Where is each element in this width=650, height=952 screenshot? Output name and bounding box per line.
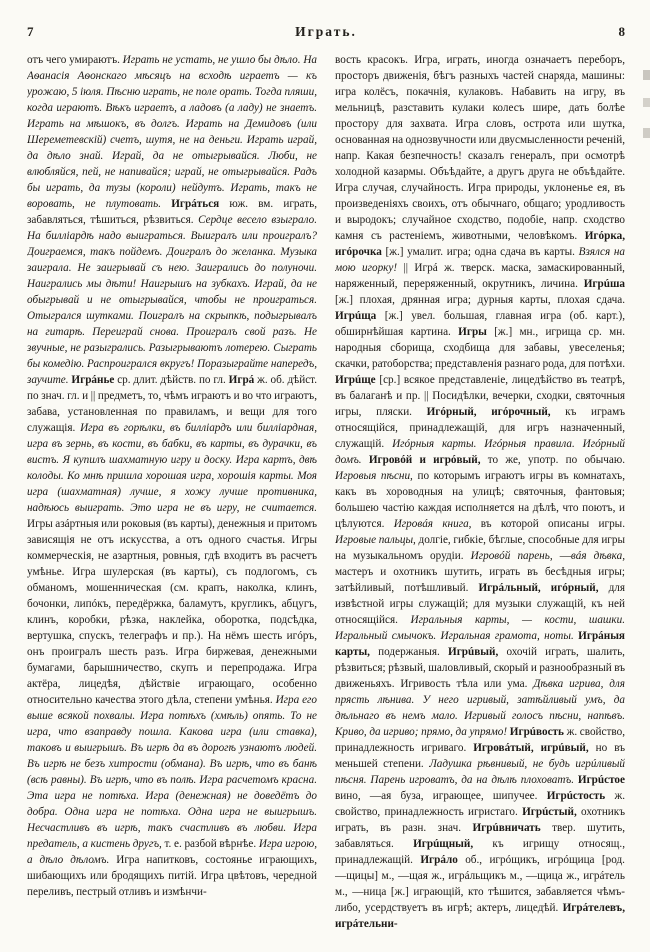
text-segment: ж. свойство, принадлежность игристаго. bbox=[335, 790, 625, 818]
text-segment: Игрáныя карты, bbox=[335, 630, 625, 658]
text-segment: для извѣстной игры служащій; для музыки служащій, къ ней относящійся. bbox=[335, 582, 625, 626]
text-segment: Игры азáртныя или роковыя (въ карты), денежныя и притомъ зависящія не отъ искусства, а отъ одного счастья. Игры коммерческія, не азартныя, ровныя, гдѣ входитъ въ расчетъ умѣнье. Игра шулерская (въ карты), съ подлогомъ, съ обманомъ, мошенническая (см. крапъ, наколка, клинъ, бочонки, липóкъ, передёржка, баламутъ, кругликъ, абцугъ, клинъ, коробки, рѣзка, наклейка, оборотка, подсѣдка, вертушка, спускъ, телеграфъ и пр.). На нёмъ шесть игóръ, онъ проигралъ шесть разъ. Игра биржевая, денежными бумагами, барышничество, скупъ и перепродажа. Игра актёра, лицедѣя, дѣйствіе играющаго, особенно относительно качества этого дѣла, степени умѣнья. bbox=[27, 518, 317, 706]
text-column-left bbox=[27, 52, 317, 930]
scan-edge-artifact bbox=[643, 128, 650, 138]
text-segment: Игрúстость bbox=[546, 790, 615, 802]
text-segment: отъ чего умираютъ. bbox=[27, 54, 123, 66]
text-segment: [ж.] увел. большая, главная игра (об. карт.), обширнѣйшая картина. bbox=[335, 310, 625, 338]
text-segment: Игровáя книга, bbox=[393, 518, 481, 530]
page-number-right: 8 bbox=[618, 24, 625, 39]
text-segment: Играть не устать, не ушло бы дѣло. На Аѳанасія Аѳонскаго мѣсяцъ на всходѣ играетъ — къ урожаю, 5 іюля. Пѣсню играть, не поле орать. Тогда пляши, когда играютъ. Вѣкъ играетъ, а ладовъ (а ладу) не знаетъ. Играть на мѣшокъ, въ долгъ. Играть на Демидовъ (или Шереметевскій) счетъ, шутя, не на деньги. Играть играй, да дѣло знай. Играй, да не отыгрывайся. Люби, не влюбляйся, пей, не напивайся; играй, не отыгрывайся. Радъ бы играть, да тузы (короли) нейдутъ. Играть, такъ не воровать, не плутовать. bbox=[27, 54, 317, 210]
text-segment: Игрáться bbox=[171, 198, 230, 210]
text-segment: Игóрныя карты. Игóрныя правила. Игóрный домъ. bbox=[335, 438, 625, 466]
scan-edge-artifact bbox=[643, 70, 650, 80]
page-header bbox=[27, 24, 625, 40]
text-segment: Игрáло bbox=[420, 854, 466, 866]
text-segment: охотникъ играть, въ разн. знач. bbox=[335, 806, 625, 834]
text-segment: къ игрищу относящ., принадлежащій. bbox=[335, 838, 625, 866]
text-segment: въ которой описаны игры. bbox=[480, 518, 625, 530]
text-segment: Игровые пальцы, bbox=[335, 534, 419, 546]
text-segment: Игрúвость bbox=[509, 726, 567, 738]
text-segment: [ср.] всякое представленіе, лицедѣйство въ театрѣ, въ балаганѣ и пр. || Посидѣлки, вечерки, сходки, святочныя игры, пляски. bbox=[335, 374, 625, 418]
text-segment: Игра его выше всякой похвалы. Игра потѣхъ (хмѣль) опять. То не игра, что взаправду пошла. Какова игра (или ставка), таковъ и выигрышъ. Въ игрѣ да въ дорогѣ узнаютъ людей. Въ игрѣ не безъ хитрости (обмана). Въ игрѣ, что въ банѣ (всѣ равны). Въ игрѣ, что въ полѣ. Игра расчетомъ красна. Эта игра не потѣха. Игра (денежная) не доведётъ до добра. Одна игра не потѣха. Одна игра не выигрышъ. Несчастливъ въ игрѣ, такъ счастливъ въ любви. Игра предатель, а кистень другъ, bbox=[27, 694, 317, 850]
text-segment: т. е. разбой вѣрнѣе. bbox=[164, 838, 259, 850]
text-segment: Игрáнье bbox=[71, 374, 118, 386]
text-segment: по которымъ играютъ игры въ комнатахъ, какъ въ хороводныя на улицѣ; святочныя, фантовыя; большею частію каждая исполняется на дѣлѣ, что поютъ, и цѣлуются. bbox=[335, 470, 625, 530]
text-segment: Игровáтый, игрúвый, bbox=[473, 742, 596, 754]
text-segment: Игрúще bbox=[335, 374, 380, 386]
text-segment: Игральныя карты, — кости, шашки. Игральный смычокъ. Игральная грамота, ноты. bbox=[335, 614, 625, 642]
text-segment: Игрúщный, bbox=[413, 838, 493, 850]
text-segment: Игóрка, игóрочка bbox=[335, 230, 625, 258]
text-segment: Игрúстый, bbox=[522, 806, 581, 818]
text-segment: Игрúща bbox=[335, 310, 385, 322]
text-segment: Игрúстое bbox=[577, 774, 625, 786]
text-segment: об., игрóщикъ, игрóщица [род. ―щицы] м., ―щая ж., игрáльщикъ м., ―щица ж., игрáтель м., ―ница [ж.] играющій, кто тѣшится, забавляется чѣмъ-либо, усердствуетъ въ игрѣ; актеръ, лицедѣй. bbox=[335, 854, 625, 914]
scan-edge-artifact bbox=[643, 98, 650, 107]
text-segment: Игрáтелевъ, игрáтельни- bbox=[335, 902, 625, 930]
text-segment: Игровóй и игрóвый, bbox=[368, 454, 488, 466]
text-segment: Игра въ горѣлки, въ билліардъ или билліардная, игра въ зернь, въ кости, въ бабки, въ карты, въ дурачки, въ вистъ. Я купилъ шахматную игру и доску. Игра картъ, двѣ колоды. Ко мнѣ пришла хорошая игра, хорошія карты. Моя игра (шахматная) лучше, я хожу лучше противника, надѣюсь выиграть. Это игра не въ игру, не считается. bbox=[27, 422, 317, 514]
text-segment: охочій играть, шалить, рѣзвиться; рѣзвый, шаловливый, скорый и разнообразный въ движеньяхъ. Игривость тѣла или ума. bbox=[335, 646, 625, 690]
text-segment: къ играмъ относящійся, принадлежащій, для игръ назначенный, служащій. bbox=[335, 406, 625, 450]
text-segment: Игровóй парень, ―вáя дѣвка, bbox=[470, 550, 625, 562]
text-segment: Игрá bbox=[228, 374, 258, 386]
text-segment: ср. длит. дѣйств. по гл. bbox=[117, 374, 229, 386]
text-segment: Ладушка рѣвнивый, не будь игрúливый пѣсня. Парень игроватъ, да на дѣлѣ плоховатъ. bbox=[335, 758, 625, 786]
text-segment: Игры bbox=[458, 326, 495, 338]
text-segment: Игра игрою, а дѣло дѣломъ. bbox=[27, 838, 317, 866]
text-segment: ж. об. дѣйст. по знач. гл. и || предметъ, то, чѣмъ играютъ и во что играютъ, забава, установленная по правиламъ, и вещи для того служащія. bbox=[27, 374, 317, 434]
text-segment: Игóрный, игóрочный, bbox=[426, 406, 566, 418]
text-segment: Дѣвка игрива, для прясть лѣнива. У него игривый, затѣйливый умъ, да дѣльнаго въ немъ мало. Игривый голосъ пѣсни, напѣвъ. Криво, да игриво; прямо, да упрямо! bbox=[335, 678, 625, 738]
text-segment: [ж.] умалит. игра; одна сдача въ карты. bbox=[385, 246, 579, 258]
text-segment: вость красокъ. Игра, играть, иногда означаетъ переборъ, просторъ движенія, бѣгъ разныхъ частей снаряда, машины: игра колёсъ, покачнія, кулаковъ. Набавить на игру, въ мельницѣ, разставить кулаки колесъ шире, дать болѣе простору для захвата. Игра словъ, острота или шутка, основанная на однозвучности или двусмысленности реченій, напр. Какая безпечность! сказалъ генералъ, при осмотрѣ холодной казармы. Объѣдайте, а другъ друга не объѣдайте. Игра случая, случайность. Игра природы, уклоненье ея, въ произведеніяхъ своихъ, отъ обычнаго, общаго; уродливость и выродокъ; случайное сходство, подобіе, напр. сходство камня съ растеніемъ, животными, человѣкомъ. bbox=[335, 54, 625, 242]
text-segment: Игрáльный, игóрный, bbox=[478, 582, 609, 594]
text-segment: Игра напитковъ, состоянье играющихъ, шибающихъ или бродящихъ питій. Игра цвѣтовъ, чередной переливъ, пестрый отливъ и измѣнчи- bbox=[27, 854, 317, 898]
text-segment: [ж.] мн., игрища ср. мн. народныя сборища, сходбища для забавы, увеселенья; скачки, ратоборства; представленія разнаго рода, для потѣхи. bbox=[335, 326, 625, 370]
text-segment: твер. шутить, забавляться. bbox=[335, 822, 625, 850]
text-segment: юж. вм. играть, забавляться, тѣшиться, рѣзвиться. bbox=[27, 198, 317, 226]
text-column-right bbox=[335, 52, 625, 930]
text-segment: то же, употр. по обычаю. bbox=[487, 454, 625, 466]
text-segment: Сердце весело взыграло. На билліардѣ надо выиграться. Выигралъ или проигралъ? Доиграемся, такъ пойдемъ. Доигралъ до желанка. Музыка заиграла. Не заигрывай съ нею. Заигрались до полуночи. Наигрались мы дѣти! Наигрышъ на зубкахъ. Играй, да не обыгрывай и не отыгрывайся, чтобы не проиграться. Отыгрался шутками. Поигралъ на скрыпкѣ, подыгрывалъ на гитарѣ. Переиграй снова. Проигралъ свой разъ. Не звучные, не разыгрались. Разыгрываютъ лотерею. Сыграть бы комедію. Распроигрался вкругъ! Поразыграйте напередъ, заучите. bbox=[27, 214, 317, 386]
text-segment: подержаныя. bbox=[378, 646, 448, 658]
text-segment: || Игрá ж. тверск. маска, замаскированный, наряженный, переряженный, окрутникъ, личина. bbox=[335, 262, 625, 290]
text-segment: Взялся на мою игорку! bbox=[335, 246, 625, 274]
text-segment: Игрúвый, bbox=[448, 646, 507, 658]
text-segment: вино, ―ая буза, играющее, шипучее. bbox=[335, 790, 547, 802]
text-segment: но въ меньшей степени. bbox=[335, 742, 625, 770]
text-segment: Игрúша bbox=[583, 278, 625, 290]
running-title: Играть. bbox=[295, 24, 357, 39]
text-segment: Игрúвничать bbox=[472, 822, 553, 834]
text-segment: долгіе, гибкіе, бѣглые, способные для игры на музыкальномъ орудіи. bbox=[335, 534, 625, 562]
text-columns bbox=[27, 52, 625, 930]
text-segment: [ж.] плохая, дрянная игра; дурныя карты, плохая сдача. bbox=[335, 294, 625, 306]
page-number-left: 7 bbox=[27, 24, 34, 39]
text-segment: ж. свойство, принадлежность игриваго. bbox=[335, 726, 625, 754]
text-segment: Игровыя пѣсни, bbox=[335, 470, 418, 482]
text-segment: мастеръ и охотникъ шутить, играть въ бесѣдныя игры; затѣйливый, потѣшливый. bbox=[335, 566, 625, 594]
